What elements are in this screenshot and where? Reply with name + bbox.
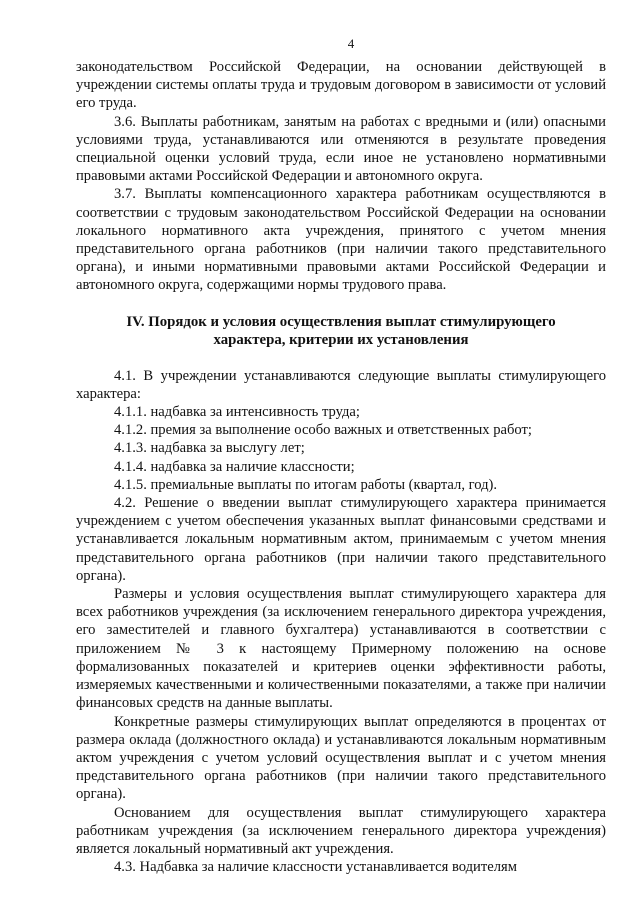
paragraph-4-3: 4.3. Надбавка за наличие классности устанавливается водителям bbox=[114, 859, 517, 876]
page-number: 4 bbox=[347, 36, 355, 51]
paragraph-sizes-and-conditions: Размеры и условия осуществления выплат стимулирующего характера для всех работников учреждения (за исключением генерального директора учреждения, его заместителей и главного бухгалтера) устанавливаются в соответствии с приложением № 3 к настоящему Примерному положению на основе формализованных показателей и критериев оценки эффективности работы, измеряемых качественными и количественными показателями, а также при наличии финансовых средств на данные выплаты. bbox=[76, 586, 606, 712]
list-item: 4.1.3. надбавка за выслугу лет; bbox=[114, 440, 305, 457]
paragraph-specific-sizes: Конкретные размеры стимулирующих выплат определяются в процентах от размера оклада (должностного оклада) и устанавливаются локальным нормативным актом учреждения с учетом условий осуществления выплат и с учетом мнения представительного органа работников (при наличии такого представительного органа). bbox=[76, 713, 606, 803]
paragraph-3-6: 3.6. Выплаты работникам, занятым на работах с вредными и (или) опасными условиями труда, устанавливаются или отменяются в результате проведения специальной оценки условий труда, если иное не установлено нормативными правовыми актами Российской Федерации и автономного округа. bbox=[76, 113, 606, 185]
paragraph-basis: Основанием для осуществления выплат стимулирующего характера работникам учреждения (за исключением генерального директора учреждения) является локальный нормативный акт учреждения. bbox=[76, 804, 606, 857]
list-item: 4.1.5. премиальные выплаты по итогам работы (квартал, год). bbox=[114, 476, 498, 493]
paragraph-3-7: 3.7. Выплаты компенсационного характера работникам осуществляются в соответствии с трудовым законодательством Российской Федерации на основании локального нормативного акта учреждения, принятого с учетом мнения представительного органа работников (при наличии такого представительного органа), и иными нормативными правовыми актами Российской Федерации и автономного округа, содержащими нормы трудового права. bbox=[76, 186, 606, 294]
list-item: 4.1.2. премия за выполнение особо важных и ответственных работ; bbox=[114, 422, 532, 439]
section-heading: IV. Порядок и условия осуществления выплат стимулирующего характера, критерии их установления bbox=[126, 313, 556, 349]
paragraph-4-2: 4.2. Решение о введении выплат стимулирующего характера принимается учреждением с учетом обеспечения указанных выплат финансовыми средствами и устанавливается локальным нормативным актом, принимаемым с учетом мнения представительного органа работников (при наличии такого представительного органа). bbox=[76, 495, 606, 584]
paragraph-continuation: законодательством Российской Федерации, на основании действующей в учреждении системы оплаты труда и трудовым договором в зависимости от условий его труда. bbox=[76, 59, 606, 112]
list-item: 4.1.1. надбавка за интенсивность труда; bbox=[114, 404, 360, 421]
paragraph-4-1: 4.1. В учреждении устанавливаются следующие выплаты стимулирующего характера: bbox=[76, 367, 606, 402]
list-item: 4.1.4. надбавка за наличие классности; bbox=[114, 458, 355, 475]
